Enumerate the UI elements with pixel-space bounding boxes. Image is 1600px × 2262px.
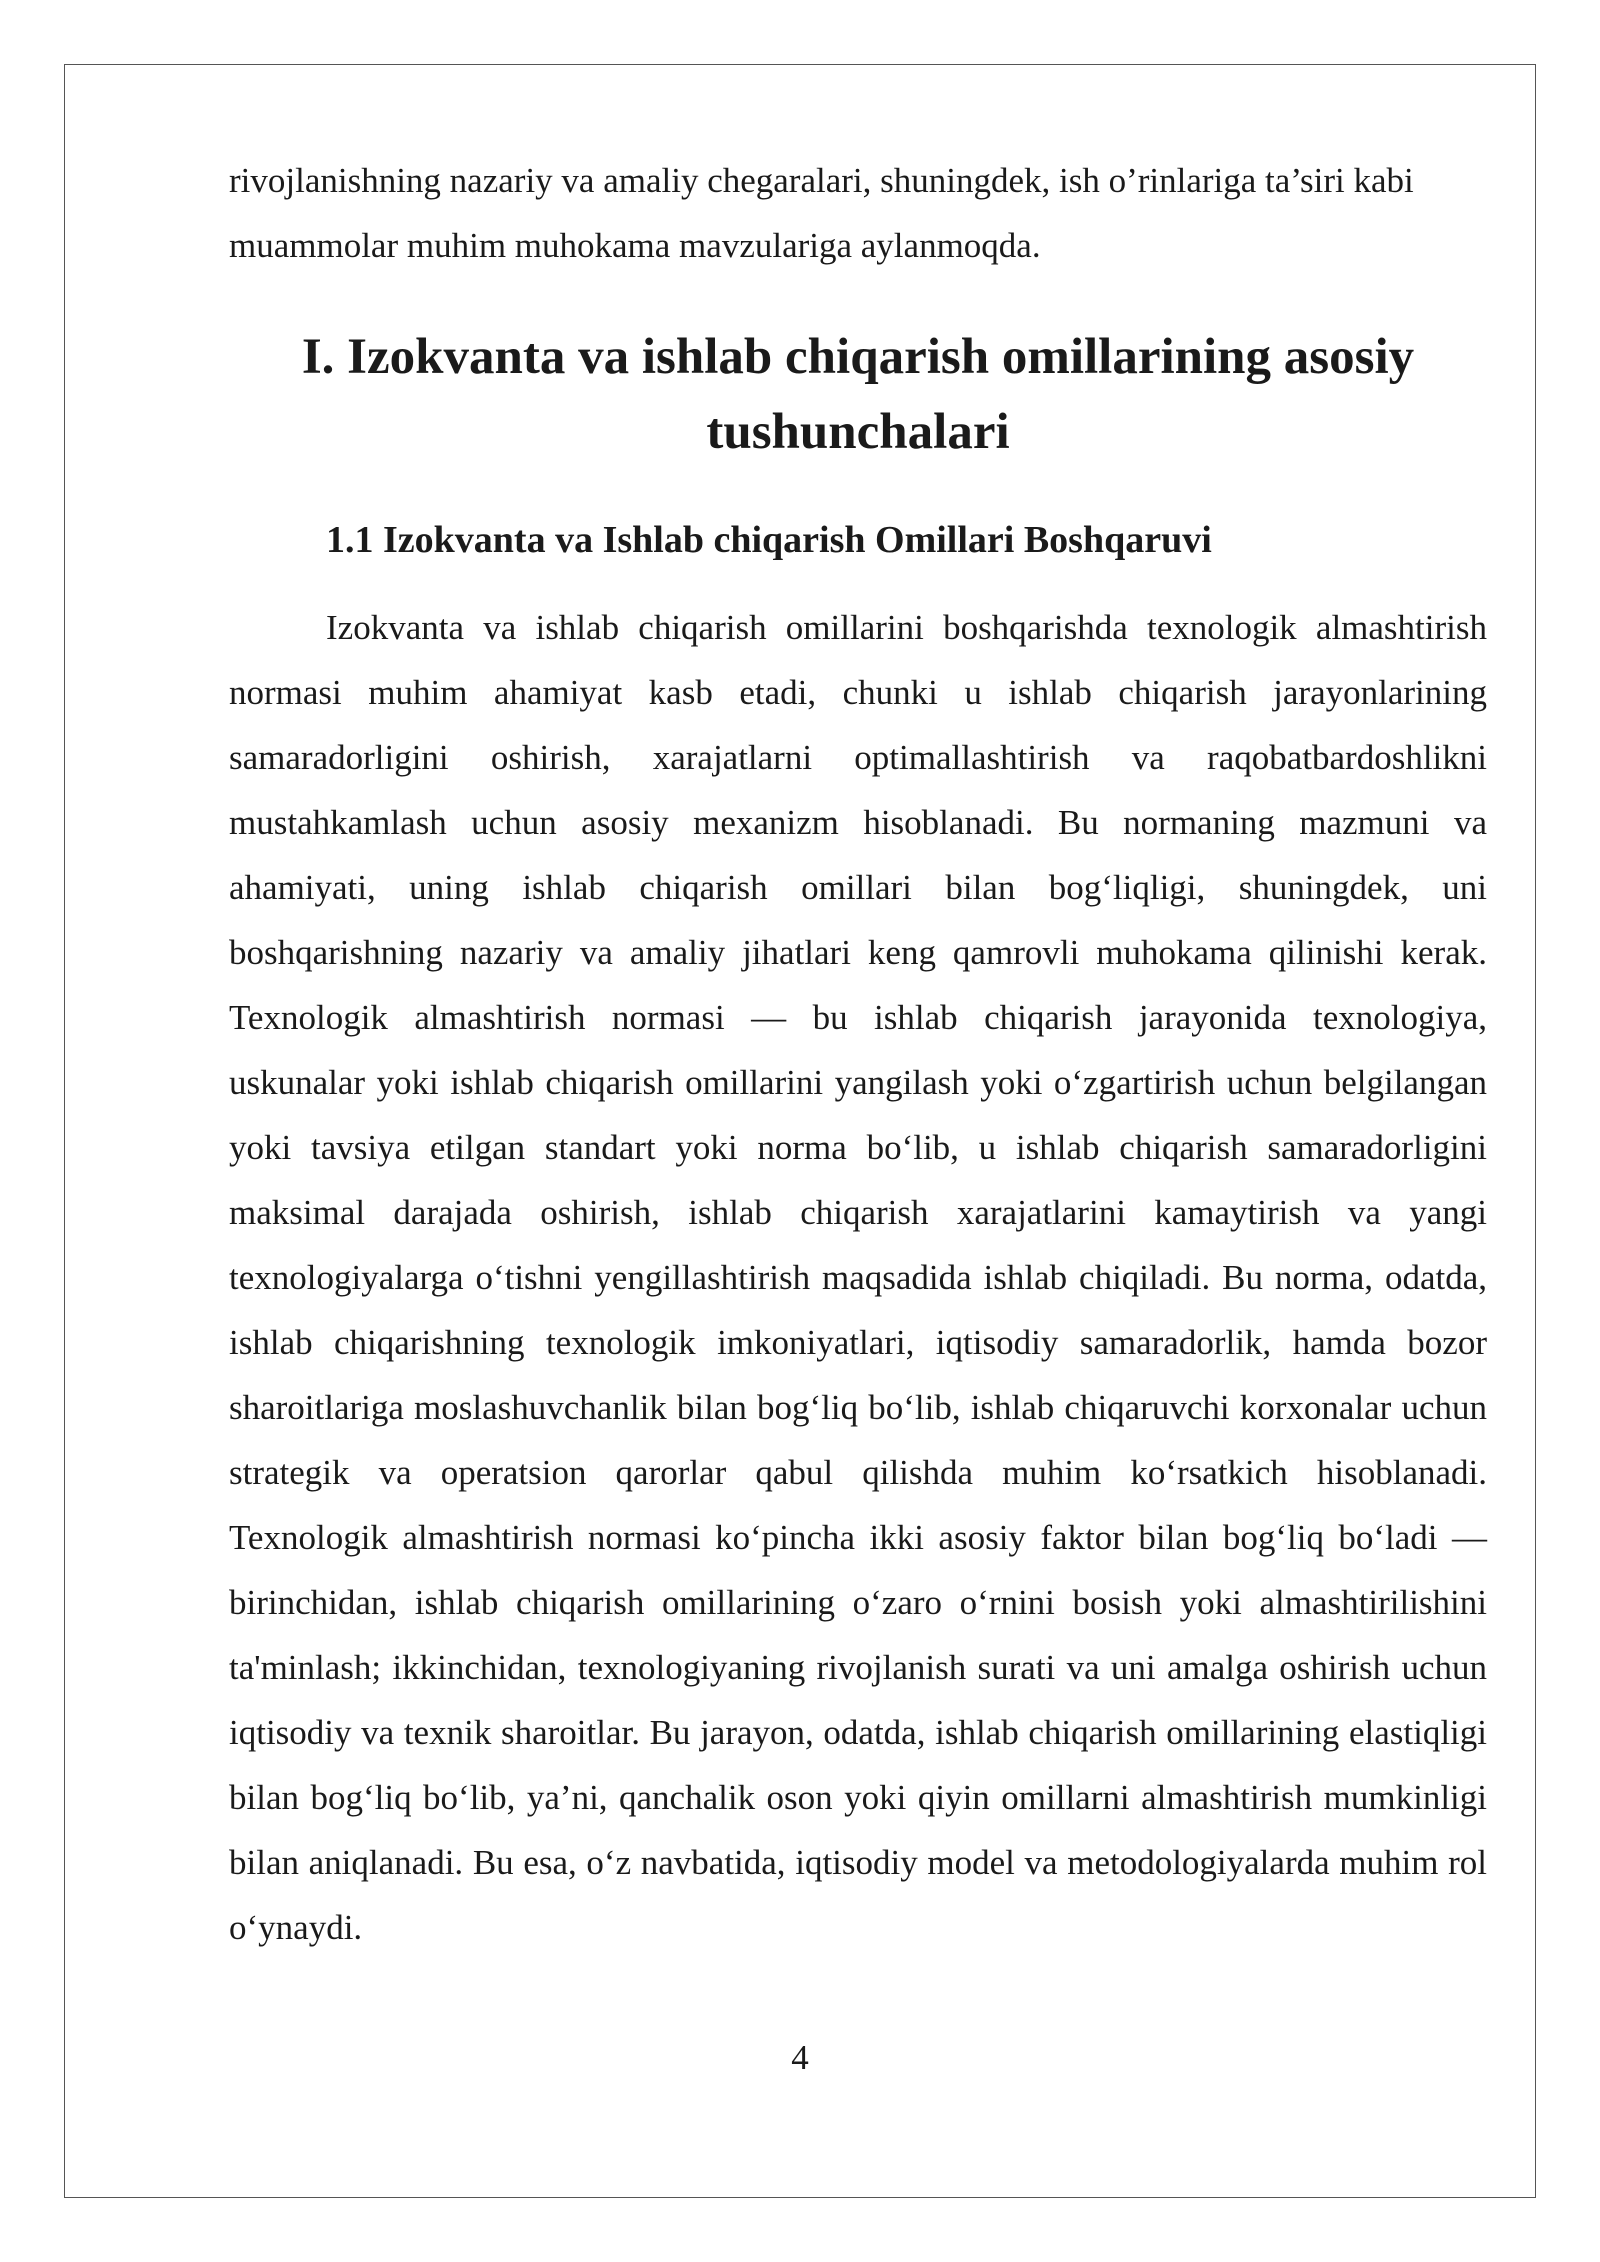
section-title: 1.1 Izokvanta va Ishlab chiqarish Omillari Boshqaruvi xyxy=(326,519,1212,561)
intro-paragraph: rivojlanishning nazariy va amaliy chegaralari, shuningdek, ish o’rinlariga ta’siri kabi muammolar muhim muhokama mavzulariga aylanmoqda. xyxy=(229,161,1414,265)
page-number: 4 xyxy=(791,2038,809,2077)
body-paragraph: Izokvanta va ishlab chiqarish omillarini boshqarishda texnologik almashtirish normasi muhim ahamiyat kasb etadi, chunki u ishlab chiqarish jarayonlarining samaradorligini oshirish, xarajatlarni optimallashtirish va raqobatbardoshlikni mustahkamlash uchun asosiy mexanizm hisoblanadi. Bu normaning mazmuni va ahamiyati, uning ishlab chiqarish omillari bilan bog‘liqligi, shuningdek, uni boshqarishning nazariy va amaliy jihatlari keng qamrovli muhokama qilinishi kerak. Texnologik almashtirish normasi — bu ishlab chiqarish jarayonida texnologiya, uskunalar yoki ishlab chiqarish omillarini yangilash yoki o‘zgartirish uchun belgilangan yoki tavsiya etilgan standart yoki norma bo‘lib, u ishlab chiqarish samaradorligini maksimal darajada oshirish, ishlab chiqarish xarajatlarini kamaytirish va yangi texnologiyalarga o‘tishni yengillashtirish maqsadida ishlab chiqiladi. Bu norma, odatda, ishlab chiqarishning texnologik imkoniyatlari, iqtisodiy samaradorlik, hamda bozor sharoitlariga moslashuvchanlik bilan bog‘liq bo‘lib, ishlab chiqaruvchi korxonalar uchun strategik va operatsion qarorlar qabul qilishda muhim ko‘rsatkich hisoblanadi. Texnologik almashtirish normasi ko‘pincha ikki asosiy faktor bilan bog‘liq bo‘ladi — birinchidan, ishlab chiqarish omillarining o‘zaro o‘rnini bosish yoki almashtirilishini ta'minlash; ikkinchidan, texnologiyaning rivojlanish surati va uni amalga oshirish uchun iqtisodiy va texnik sharoitlar. Bu jarayon, odatda, ishlab chiqarish omillarining elastiqligi bilan bog‘liq bo‘lib, ya’ni, qanchalik oson yoki qiyin omillarni almashtirish mumkinligi bilan aniqlanadi. Bu esa, o‘z navbatida, iqtisodiy model va metodologiyalarda muhim rol o‘ynaydi. xyxy=(229,608,1487,1947)
document-body xyxy=(229,148,1487,1960)
chapter-title: I. Izokvanta va ishlab chiqarish omillarining asosiy tushunchalari xyxy=(301,329,1415,460)
